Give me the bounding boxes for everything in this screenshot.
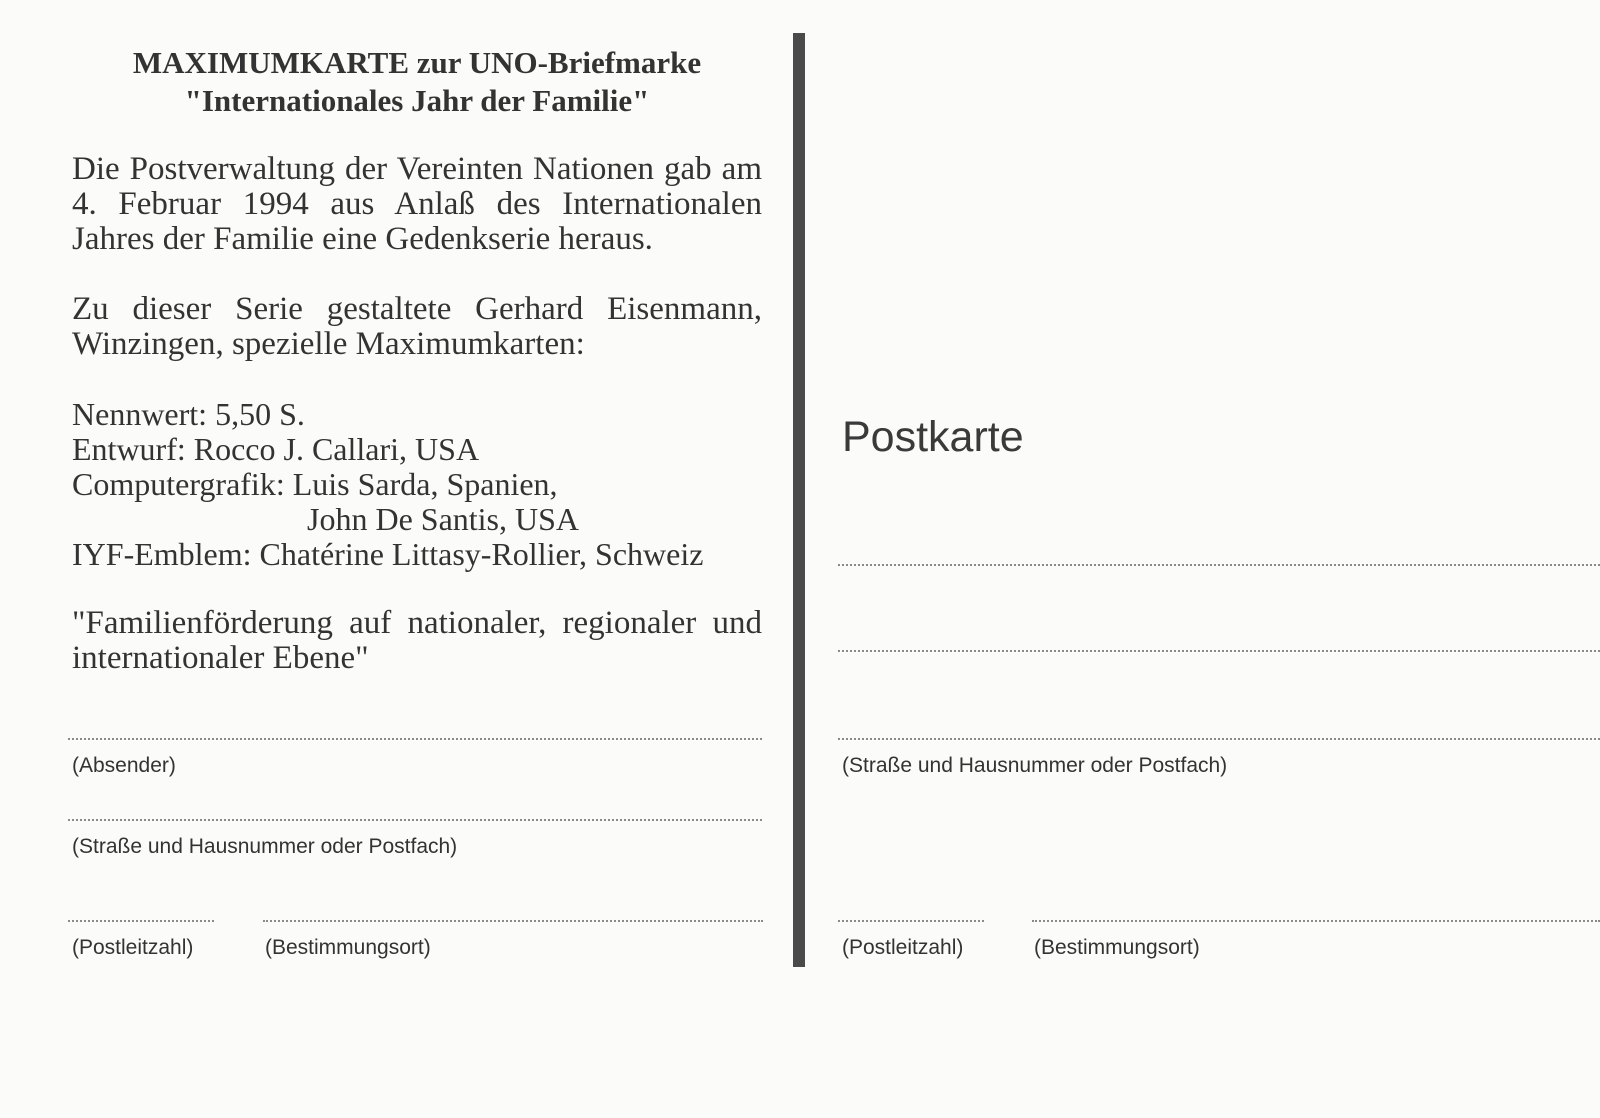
- credit-design: Entwurf: Rocco J. Callari, USA: [72, 431, 480, 467]
- credit-emblem: IYF-Emblem: Chatérine Littasy-Rollier, Schweiz: [72, 536, 704, 572]
- street-line-right[interactable]: [838, 738, 1600, 740]
- city-label-right: (Bestimmungsort): [1034, 936, 1200, 959]
- credit-computer-graphics-2: John De Santis, USA: [307, 501, 580, 537]
- zip-label-right: (Postleitzahl): [842, 936, 964, 959]
- street-label-right: (Straße und Hausnummer oder Postfach): [842, 754, 1228, 777]
- center-divider: [793, 33, 805, 967]
- sender-line[interactable]: [68, 738, 762, 740]
- postkarte-heading: Postkarte: [842, 413, 1024, 461]
- designer-paragraph: Zu dieser Serie gestaltete Gerhard Eisenmann, Winzingen, spezielle Maximumkarten:: [72, 291, 762, 362]
- title-line-1: MAXIMUMKARTE zur UNO-Briefmarke: [132, 45, 702, 80]
- intro-paragraph: Die Postverwaltung der Vereinten Nationen gab am 4. Februar 1994 aus Anlaß des Internationalen Jahres der Familie eine Gedenkserie heraus.: [72, 151, 762, 257]
- credit-face-value: Nennwert: 5,50 S.: [72, 396, 305, 432]
- zip-label-left: (Postleitzahl): [72, 936, 194, 959]
- zip-line-right[interactable]: [838, 920, 984, 922]
- credit-computer-graphics: Computergrafik: Luis Sarda, Spanien,: [72, 466, 558, 502]
- street-line-left[interactable]: [68, 819, 762, 821]
- city-label-left: (Bestimmungsort): [265, 936, 431, 959]
- card-title: [72, 44, 762, 120]
- recipient-line-1[interactable]: [838, 564, 1600, 566]
- zip-line-left[interactable]: [68, 920, 214, 922]
- city-line-right[interactable]: [1032, 920, 1600, 922]
- city-line-left[interactable]: [263, 920, 763, 922]
- title-line-2: "Internationales Jahr der Familie": [184, 83, 650, 118]
- motto-quote: "Familienförderung auf nationaler, regionaler und internationaler Ebene": [72, 605, 762, 676]
- street-label-left: (Straße und Hausnummer oder Postfach): [72, 835, 458, 858]
- stamp-credits: [72, 397, 772, 572]
- sender-label: (Absender): [72, 754, 176, 777]
- recipient-line-2[interactable]: [838, 650, 1600, 652]
